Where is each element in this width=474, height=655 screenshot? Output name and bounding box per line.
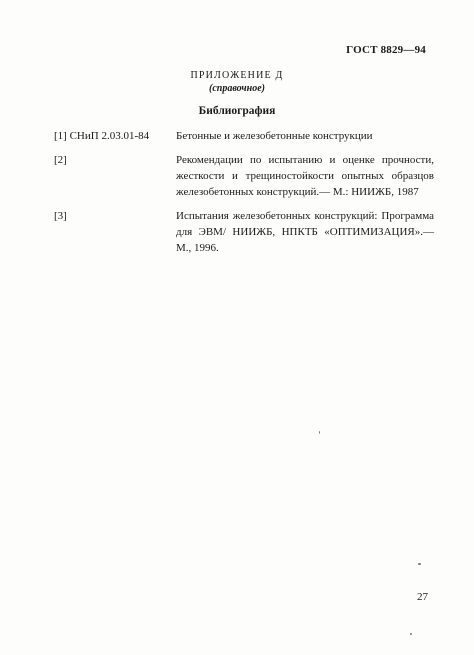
document-code: ГОСТ 8829—94 [346,44,426,56]
section-title: Библиография [198,105,276,117]
bibliography-text: Бетонные и железобетонные конструкции [176,130,373,142]
bibliography-ref: [3] [54,210,67,222]
scan-speck [319,431,320,434]
bibliography-list [54,128,434,264]
appendix-note: (справочное) [209,83,265,94]
bibliography-text: Испытания железобетонных конструкций: Программа для ЭВМ/ НИИЖБ, НПКТБ «ОПТИМИЗАЦИЯ».— М., 1996. [176,210,434,254]
bibliography-entry [54,208,434,256]
bibliography-ref: [2] [54,154,67,166]
page-number: 27 [417,591,428,603]
bibliography-text: Рекомендации по испытанию и оценке прочности, жесткости и трещиностойкости опытных образцов железобетонных конструкций.— М.: НИИЖБ, 1987 [176,154,434,198]
bibliography-entry [54,128,434,144]
appendix-title: ПРИЛОЖЕНИЕ Д [190,70,284,81]
bibliography-entry [54,152,434,200]
scan-speck [410,633,412,635]
bibliography-ref: [1] СНиП 2.03.01-84 [54,130,150,142]
scan-speck [418,563,421,565]
